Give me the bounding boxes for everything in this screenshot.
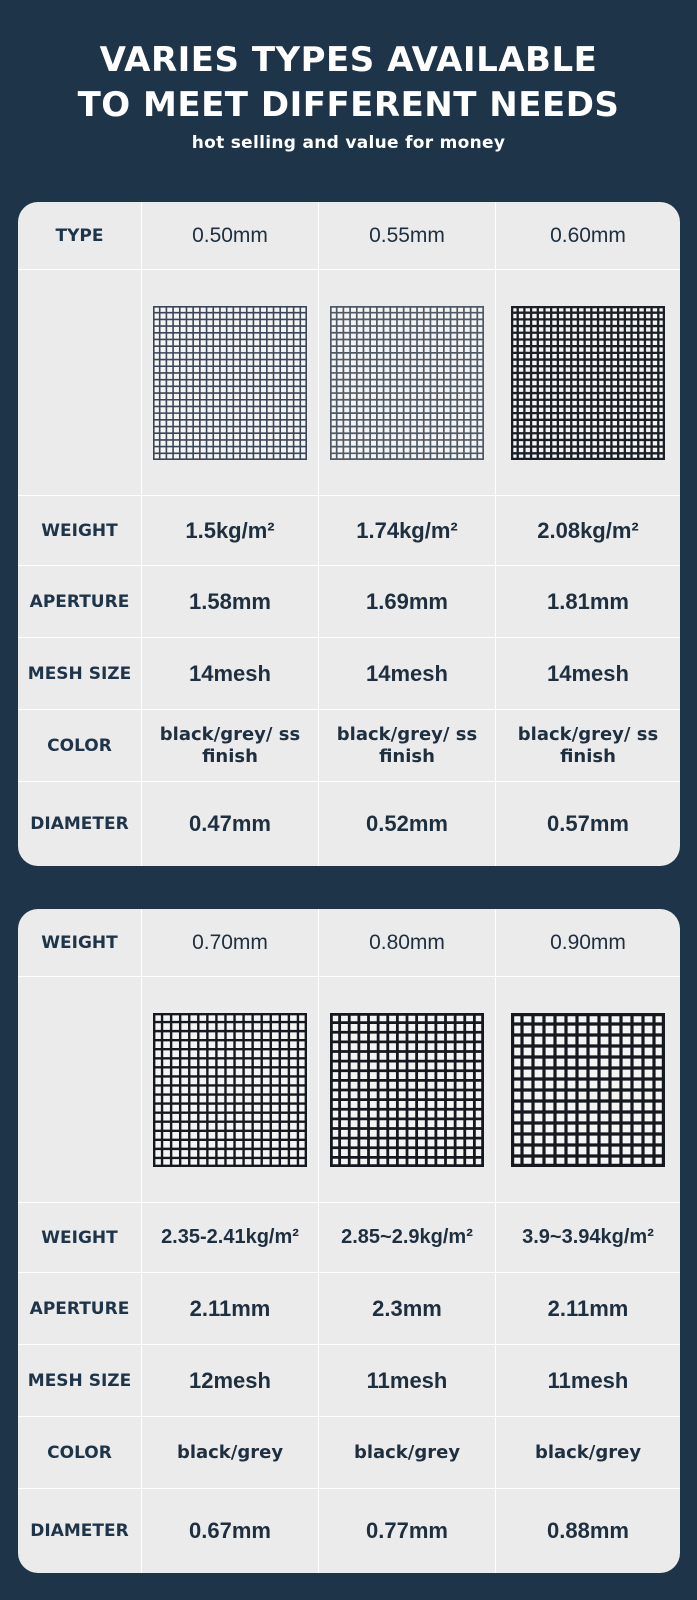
header-label: WEIGHT <box>18 909 142 977</box>
column-header: 0.50mm <box>142 202 319 270</box>
page-title <box>0 38 697 128</box>
mesh-sample-cell <box>496 270 680 496</box>
spec-value: 0.77mm <box>319 1489 496 1573</box>
spec-value: 11mesh <box>319 1345 496 1417</box>
spec-value: 2.3mm <box>319 1273 496 1345</box>
column-header: 0.60mm <box>496 202 680 270</box>
row-label: DIAMETER <box>18 1489 142 1573</box>
spec-grid-1 <box>18 202 680 866</box>
mesh-sample-cell <box>319 270 496 496</box>
title-line-2: TO MEET DIFFERENT NEEDS <box>77 85 620 125</box>
spec-value: 0.67mm <box>142 1489 319 1573</box>
spec-value: 2.08kg/m² <box>496 496 680 566</box>
spec-value: 2.11mm <box>142 1273 319 1345</box>
spec-value: 0.88mm <box>547 1518 629 1543</box>
page-subtitle: hot selling and value for money <box>191 133 506 153</box>
spec-table-1 <box>18 202 680 866</box>
mesh-sample-cell <box>319 977 496 1203</box>
spec-value: 2.11mm <box>496 1273 680 1345</box>
header-label: TYPE <box>18 202 142 270</box>
image-row-label <box>18 270 142 496</box>
spec-value: 11mesh <box>496 1345 680 1417</box>
column-header: 0.55mm <box>319 202 496 270</box>
column-header: 0.70mm <box>142 909 319 977</box>
spec-value: 12mesh <box>142 1345 319 1417</box>
title-line-1: VARIES TYPES AVAILABLE <box>99 40 598 80</box>
row-label: APERTURE <box>18 566 142 638</box>
mesh-sample-fine-grey-icon <box>330 306 484 460</box>
spec-value: 1.69mm <box>319 566 496 638</box>
spec-value: 1.74kg/m² <box>319 496 496 566</box>
spec-value: 0.52mm <box>319 782 496 866</box>
mesh-sample-cell <box>142 977 319 1203</box>
spec-table-2 <box>18 909 680 1573</box>
spec-grid-2 <box>18 909 680 1573</box>
spec-value: 0.57mm <box>547 811 629 836</box>
spec-value: 1.81mm <box>496 566 680 638</box>
row-label: WEIGHT <box>18 1203 142 1273</box>
spec-value: black/grey/ ss finish <box>319 710 496 782</box>
spec-value: 1.58mm <box>142 566 319 638</box>
mesh-sample-cell <box>496 977 680 1203</box>
mesh-sample-coarse-black-icon <box>511 1013 665 1167</box>
spec-value: 2.85~2.9kg/m² <box>319 1203 496 1273</box>
spec-value: black/grey/ ss finish <box>496 710 680 782</box>
row-label: COLOR <box>18 1417 142 1489</box>
mesh-sample-cell <box>142 270 319 496</box>
column-header: 0.80mm <box>319 909 496 977</box>
spec-value: black/grey <box>142 1417 319 1489</box>
row-label: WEIGHT <box>18 496 142 566</box>
row-label: MESH SIZE <box>18 638 142 710</box>
spec-value: 1.5kg/m² <box>142 496 319 566</box>
row-label: MESH SIZE <box>18 1345 142 1417</box>
row-label: COLOR <box>18 710 142 782</box>
spec-value: 14mesh <box>319 638 496 710</box>
spec-value: 2.35-2.41kg/m² <box>142 1203 319 1273</box>
spec-value: 0.47mm <box>142 782 319 866</box>
spec-value: black/grey <box>496 1417 680 1489</box>
spec-value: black/grey/ ss finish <box>142 710 319 782</box>
mesh-sample-fine-grey-icon <box>153 306 307 460</box>
image-row-label <box>18 977 142 1203</box>
row-label: DIAMETER <box>18 782 142 866</box>
row-label: APERTURE <box>18 1273 142 1345</box>
mesh-sample-coarse-black-icon <box>153 1013 307 1167</box>
spec-value: 3.9~3.94kg/m² <box>496 1203 680 1273</box>
mesh-sample-fine-black-icon <box>511 306 665 460</box>
mesh-sample-coarse-black-icon <box>330 1013 484 1167</box>
spec-value: 14mesh <box>496 638 680 710</box>
column-header: 0.90mm <box>496 909 680 977</box>
spec-value: 14mesh <box>142 638 319 710</box>
spec-value: black/grey <box>319 1417 496 1489</box>
